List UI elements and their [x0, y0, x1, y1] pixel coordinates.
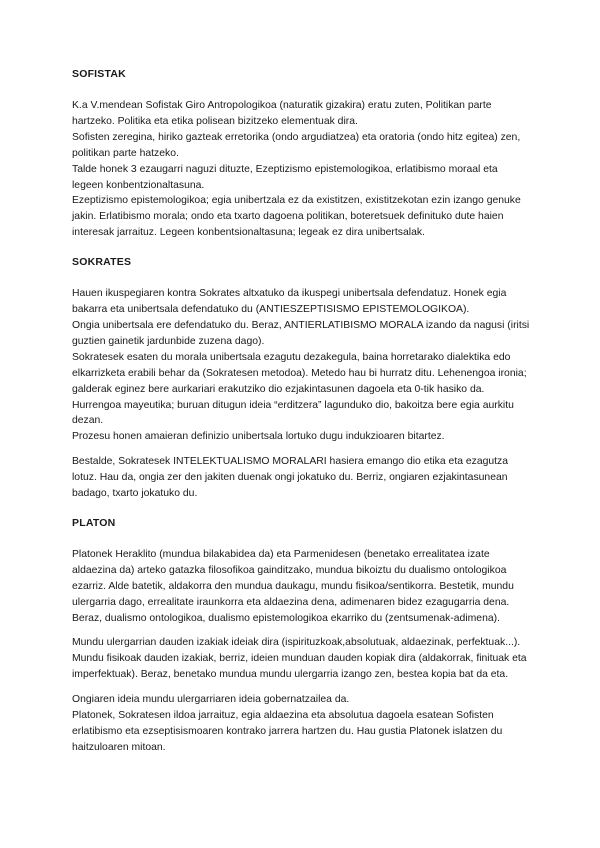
section-heading-platon: PLATON [72, 516, 116, 529]
paragraph: Bestalde, Sokratesek INTELEKTUALISMO MORALARI hasiera emango dio etika eta ezagutza lotuz. Hau da, ongia zer den jakiten duenak ongi jokatuko du. Berriz, ongiaren ezjakintasunean badago, txarto jokatuko du. [72, 456, 509, 500]
paragraph: Platonek, Sokratesen ildoa jarraituz, egia aldaezina eta absolutua dagoela esatean Sofisten erlatibismo eta ezseptisismoaren kontrako jarrera hartzen du. Hau gustia Platonek islatzen du haitzuloaren mitoan. [72, 710, 503, 753]
paragraph: K.a V.mendean Sofistak Giro Antropologikoa (naturatik gizakira) eratu zuten, Politikan parte hartzeko. Politika eta etika polisean bizitzeko elementuak dira. [72, 100, 492, 127]
paragraph: Platonek Heraklito (mundua bilakabidea da) eta Parmenidesen (benetako errealitatea izate aldaezina da) arteko gatazka filosofikoa gainditzako, mundua bikoiztu du dualismo ontologikoa ezarriz. Alde batetik, aldakorra den mundua daukagu, mundu fisikoa/sentikorra. Bestetik, mundu ulergarria dago, errealitate iraunkorra eta aldaezina dena, adimenaren bidez ezagugarria dena. Beraz, dualismo ontologikoa, dualismo epistemologikoa ekarriko du (zentsumenak-adimena). [72, 548, 514, 624]
paragraph: Sofisten zeregina, hiriko gazteak erretorika (ondo argudiatzea) eta oratoria (ondo hitz egitea) zen, politikan parte hatzeko. [72, 131, 521, 159]
paragraph: Ezeptizismo epistemologikoa; egia unibertzala ez da existitzen, existitzekotan ezin izango genuke jakin. Erlatibismo morala; ondo eta txarto dagoena politikan, boteretsuek definituko dute haien interesak jarraituz. Legeen konbentsionaltasuna; legeak ez dira unibertsalak. [72, 195, 521, 239]
paragraph: Ongiaren ideia mundu ulergarriaren ideia gobernatzailea da. [72, 694, 350, 706]
paragraph: Mundu ulergarrian dauden izakiak ideiak dira (ispirituzkoak,absolutuak, aldaezinak, perfektuak...). Mundu fisikoak dauden izakiak, berriz, ideien munduan dauden kopiak dira (aldakorrak, finituak eta imperfektuak). Beraz, benetako mundua mundu ulergarria izango zen, bestea kopia bat da eta. [72, 637, 527, 681]
paragraph: Talde honek 3 ezaugarri naguzi dituzte, Ezeptizismo epistemologikoa, erlatibismo moraal eta legeen konbentzionaltasuna. [72, 163, 498, 191]
paragraph: Hauen ikuspegiaren kontra Sokrates altxatuko da ikuspegi unibertsala defendatuz. Honek egia bakarra eta unibertsala defendatuko du (ANTIESZEPTISISMO EPISTEMOLOGIKOA). [72, 288, 507, 316]
section-heading-sokrates: SOKRATES [72, 256, 132, 269]
paragraph: Sokratesek esaten du morala unibertsala ezagutu dezakegula, baina horretarako dialektika edo elkarrizketa erabili behar da (Sokratesen metodoa). Metedo hau bi hurratz ditu. Lehenengoa ironia; galderak eginez bere aurkariari erakutziko dio ezjakintasunen dagoela eta 0-tik hasiko da. Hurrengoa mayeutika; buruan ditugun ideia “erditzera” lagunduko dio, bakoitza bere egia aurkitu dezan. [72, 351, 527, 427]
section-heading-sofistak: SOFISTAK [72, 68, 126, 80]
paragraph: Ongia unibertsala ere defendatuko du. Beraz, ANTIERLATIBISMO MORALA izando da nagusi (iritsi guztien gainetik jardunbide zuzena dago). [72, 319, 530, 347]
paragraph: Prozesu honen amaieran definizio unibertsala lortuko dugu indukzioaren bitartez. [72, 431, 445, 443]
